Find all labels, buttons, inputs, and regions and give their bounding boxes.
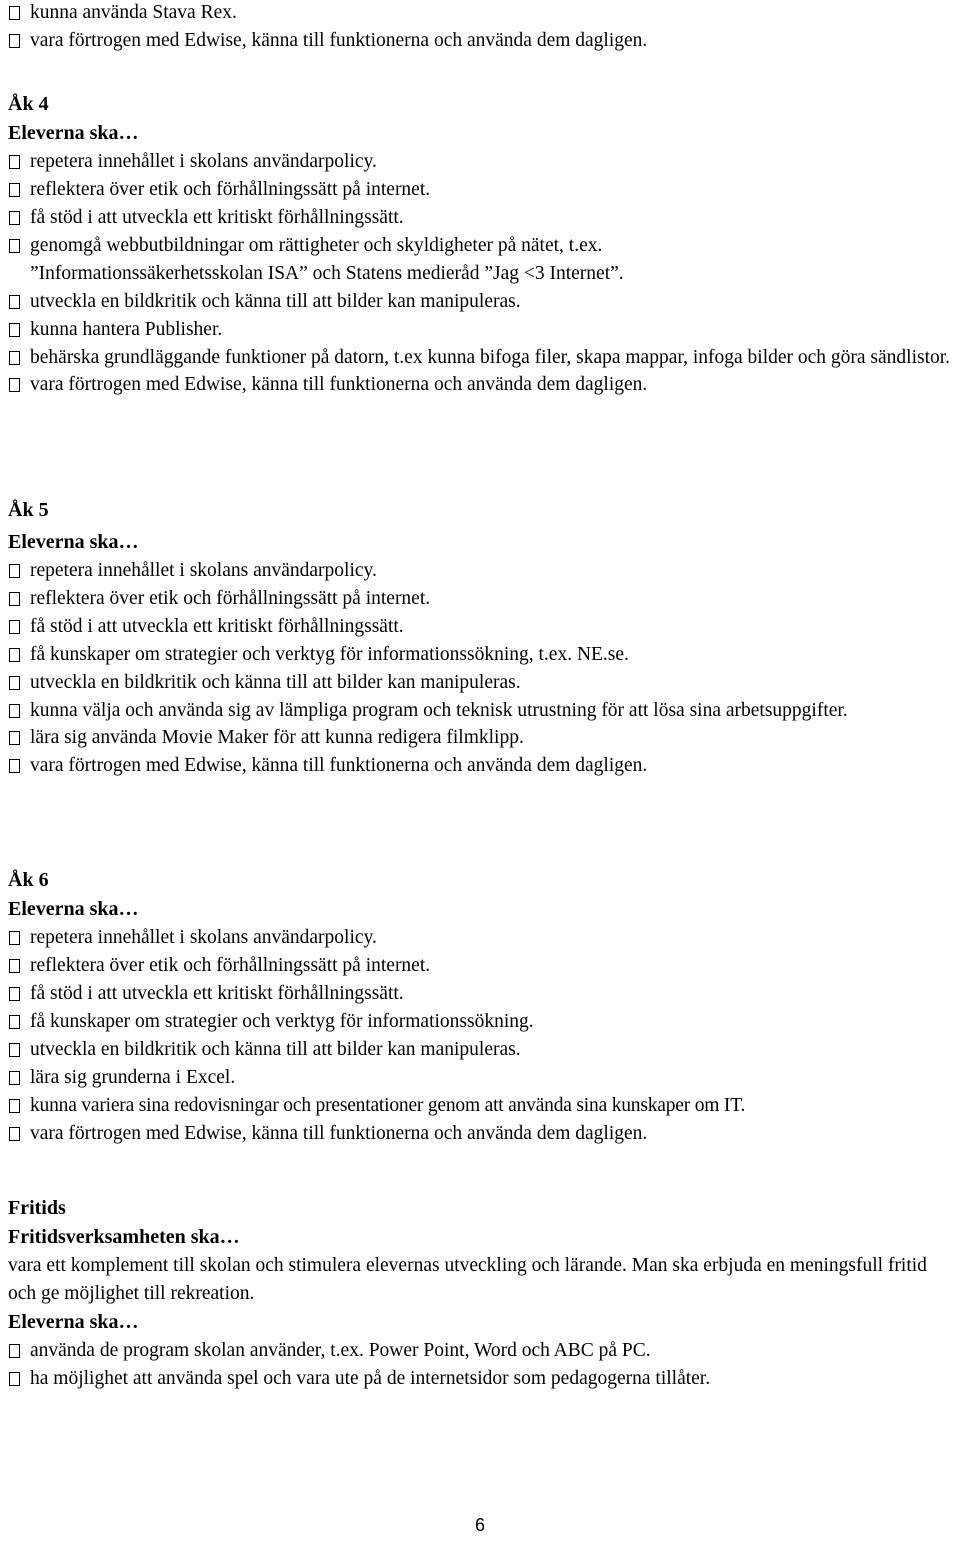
list-item: repetera innehållet i skolans användarpolicy. (8, 557, 958, 585)
body-paragraph: vara ett komplement till skolan och stimulera elevernas utveckling och lärande. Man ska erbjuda en meningsfull fritid och ge möjlighet till rekreation. (8, 1255, 927, 1304)
section-subtitle: Eleverna ska… (8, 898, 139, 920)
checkbox-bullet-icon (9, 323, 20, 337)
section-title: Åk 6 (8, 869, 49, 891)
checkbox-bullet-icon (9, 592, 20, 606)
page-number: 6 (474, 1515, 485, 1535)
section-title: Fritids (8, 1197, 66, 1219)
list-item: vara förtrogen med Edwise, känna till funktionerna och använda dem dagligen. (8, 1120, 958, 1148)
section-ak5 (8, 496, 958, 780)
list-item: repetera innehållet i skolans användarpolicy. (8, 148, 958, 176)
checkbox-bullet-icon (9, 648, 20, 662)
list-item: få stöd i att utveckla ett kritiskt förhållningssätt. (8, 613, 958, 641)
list-item: få stöd i att utveckla ett kritiskt förhållningssätt. (8, 204, 958, 232)
checkbox-bullet-icon (9, 564, 20, 578)
checkbox-bullet-icon (9, 704, 20, 718)
checkbox-bullet-icon (9, 183, 20, 197)
checkbox-bullet-icon (9, 676, 20, 690)
list-item: utveckla en bildkritik och känna till att bilder kan manipuleras. (8, 669, 958, 697)
checkbox-bullet-icon (9, 155, 20, 169)
checkbox-bullet-icon (9, 378, 20, 392)
section-subtitle: Eleverna ska… (8, 1311, 139, 1333)
checkbox-bullet-icon (9, 211, 20, 225)
list-item: vara förtrogen med Edwise, känna till funktionerna och använda dem dagligen. (8, 752, 958, 780)
checkbox-bullet-icon (9, 1099, 20, 1113)
list-item: repetera innehållet i skolans användarpolicy. (8, 924, 958, 952)
checkbox-bullet-icon (9, 731, 20, 745)
checkbox-bullet-icon (9, 1344, 20, 1358)
list-item: vara förtrogen med Edwise, känna till funktionerna och använda dem dagligen. (8, 371, 958, 399)
checkbox-bullet-icon (9, 620, 20, 634)
checkbox-bullet-icon (9, 295, 20, 309)
list-item: genomgå webbutbildningar om rättigheter och skyldigheter på nätet, t.ex. (8, 232, 958, 260)
list-item: få kunskaper om strategier och verktyg för informationssökning, t.ex. NE.se. (8, 641, 958, 669)
list-item: kunna använda Stava Rex. (8, 0, 958, 27)
checkbox-bullet-icon (9, 1043, 20, 1057)
section-title: Åk 5 (8, 499, 49, 521)
list-item: reflektera över etik och förhållningssätt på internet. (8, 585, 958, 613)
list-item: behärska grundläggande funktioner på datorn, t.ex kunna bifoga filer, skapa mappar, infoga bilder och göra sändlistor. (8, 344, 958, 371)
checkbox-bullet-icon (9, 931, 20, 945)
checkbox-bullet-icon (9, 987, 20, 1001)
top-list (8, 0, 958, 55)
list-item: kunna variera sina redovisningar och presentationer genom att använda sina kunskaper om IT. (8, 1092, 958, 1120)
list-item: lära sig grunderna i Excel. (8, 1064, 958, 1092)
section-ak6 (8, 866, 958, 1148)
checkbox-bullet-icon (9, 1127, 20, 1141)
checkbox-bullet-icon (9, 34, 20, 48)
checkbox-bullet-icon (9, 6, 20, 20)
list-item: lära sig använda Movie Maker för att kunna redigera filmklipp. (8, 724, 958, 752)
checkbox-bullet-icon (9, 959, 20, 973)
checkbox-bullet-icon (9, 351, 20, 365)
checkbox-bullet-icon (9, 1015, 20, 1029)
list-item: vara förtrogen med Edwise, känna till funktionerna och använda dem dagligen. (8, 27, 958, 55)
list-item: få kunskaper om strategier och verktyg för informationssökning. (8, 1008, 958, 1036)
list-item: använda de program skolan använder, t.ex. Power Point, Word och ABC på PC. (8, 1337, 958, 1365)
list-item: reflektera över etik och förhållningssätt på internet. (8, 952, 958, 980)
section-subtitle: Eleverna ska… (8, 531, 139, 553)
list-item: utveckla en bildkritik och känna till att bilder kan manipuleras. (8, 288, 958, 316)
list-item-continuation: ”Informationssäkerhetsskolan ISA” och Statens medieråd ”Jag <3 Internet”. (30, 263, 624, 284)
section-title: Åk 4 (8, 93, 49, 115)
list-item: kunna hantera Publisher. (8, 316, 958, 344)
list-item: utveckla en bildkritik och känna till att bilder kan manipuleras. (8, 1036, 958, 1064)
checkbox-bullet-icon (9, 239, 20, 253)
checkbox-bullet-icon (9, 1071, 20, 1085)
list-item: reflektera över etik och förhållningssätt på internet. (8, 176, 958, 204)
list-item: kunna välja och använda sig av lämpliga program och teknisk utrustning för att lösa sina arbetsuppgifter. (8, 697, 958, 724)
section-subtitle: Fritidsverksamheten ska… (8, 1226, 240, 1248)
checkbox-bullet-icon (9, 1372, 20, 1386)
list-item: ha möjlighet att använda spel och vara ute på de internetsidor som pedagogerna tillåter. (8, 1365, 958, 1393)
section-subtitle: Eleverna ska… (8, 122, 139, 144)
section-ak4 (8, 90, 958, 399)
section-fritids (8, 1194, 958, 1393)
list-item: få stöd i att utveckla ett kritiskt förhållningssätt. (8, 980, 958, 1008)
checkbox-bullet-icon (9, 759, 20, 773)
